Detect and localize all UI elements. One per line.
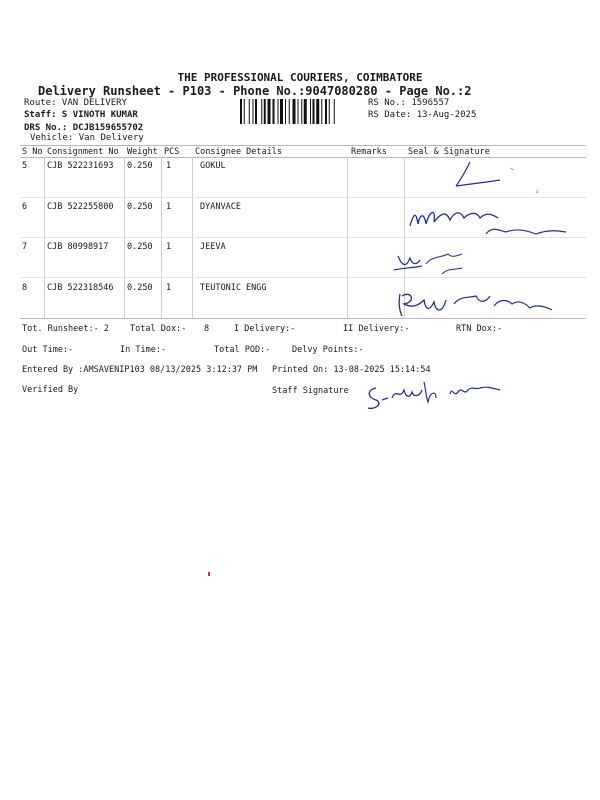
stray-mark	[208, 572, 210, 576]
col-divider	[44, 157, 45, 319]
row-consignee: JEEVA	[200, 242, 226, 252]
staff-label: Staff: S VINOTH KUMAR	[24, 110, 138, 120]
total-pod: Total POD:-	[214, 345, 271, 355]
row-weight: 0.250	[127, 202, 153, 212]
total-dox-label: Total Dox:-	[130, 324, 187, 334]
delvy-points: Delvy Points:-	[292, 345, 364, 355]
total-runsheet: Tot. Runsheet:- 2	[22, 324, 109, 334]
signature-row-7	[392, 246, 502, 280]
row-sno: 7	[22, 242, 28, 252]
signature-row-6	[406, 200, 576, 244]
printed-on: Printed On: 13-08-2025 15:14:54	[272, 365, 431, 375]
header-rule-top	[20, 145, 586, 146]
total-dox-value: 8	[204, 324, 210, 334]
row-weight: 0.250	[127, 242, 153, 252]
signature-row-5	[440, 158, 550, 198]
col-consignment: Consignment No	[47, 147, 119, 157]
col-divider	[192, 157, 193, 319]
col-weight: Weight	[127, 147, 158, 157]
col-remarks: Remarks	[351, 147, 387, 157]
col-seal-signature: Seal & Signature	[408, 147, 490, 157]
row-consignment: CJB 522255800	[47, 202, 114, 212]
vehicle-label: Vehicle: Van Delivery	[30, 133, 144, 143]
staff-signature-label: Staff Signature	[272, 386, 349, 396]
row-sno: 5	[22, 161, 28, 171]
col-divider	[347, 157, 348, 319]
runsheet-subtitle: Delivery Runsheet - P103 - Phone No.:9047080280 - Page No.:2	[38, 84, 472, 98]
row-pcs: 1	[166, 242, 172, 252]
row-pcs: 1	[166, 283, 172, 293]
col-divider	[161, 157, 162, 319]
row-consignment: CJB 522231693	[47, 161, 114, 171]
row-sno: 6	[22, 202, 28, 212]
row-weight: 0.250	[127, 283, 153, 293]
company-title: THE PROFESSIONAL COURIERS, COIMBATORE	[177, 71, 423, 84]
rs-date: RS Date: 13-Aug-2025	[368, 110, 477, 120]
drs-number: DRS No.: DCJB159655702	[24, 123, 144, 133]
row-sno: 8	[22, 283, 28, 293]
verified-by: Verified By	[22, 385, 79, 395]
col-sno: S No	[22, 147, 43, 157]
row-consignment: CJB 80998917	[47, 242, 109, 252]
in-time: In Time:-	[120, 345, 167, 355]
ii-delivery: II Delivery:-	[343, 324, 410, 334]
barcode-image	[240, 99, 360, 124]
rtn-dox: RTN Dox:-	[456, 324, 503, 334]
rs-number: RS No.: 1596557	[368, 98, 450, 108]
row-consignee: TEUTONIC ENGG	[200, 283, 267, 293]
col-pcs: PCS	[164, 147, 180, 157]
row-pcs: 1	[166, 161, 172, 171]
entered-by: Entered By :AMSAVENIP103 08/13/2025 3:12:37 PM	[22, 365, 258, 375]
col-divider	[124, 157, 125, 319]
staff-signature	[362, 378, 512, 414]
row-weight: 0.250	[127, 161, 153, 171]
row-consignment: CJB 522318546	[47, 283, 114, 293]
signature-row-8	[396, 286, 566, 326]
route-label: Route: VAN DELIVERY	[24, 98, 127, 108]
row-pcs: 1	[166, 202, 172, 212]
i-delivery: I Delivery:-	[234, 324, 296, 334]
col-consignee: Consignee Details	[195, 147, 282, 157]
out-time: Out Time:-	[22, 345, 74, 355]
row-consignee: DYANVACE	[200, 202, 241, 212]
row-consignee: GOKUL	[200, 161, 226, 171]
